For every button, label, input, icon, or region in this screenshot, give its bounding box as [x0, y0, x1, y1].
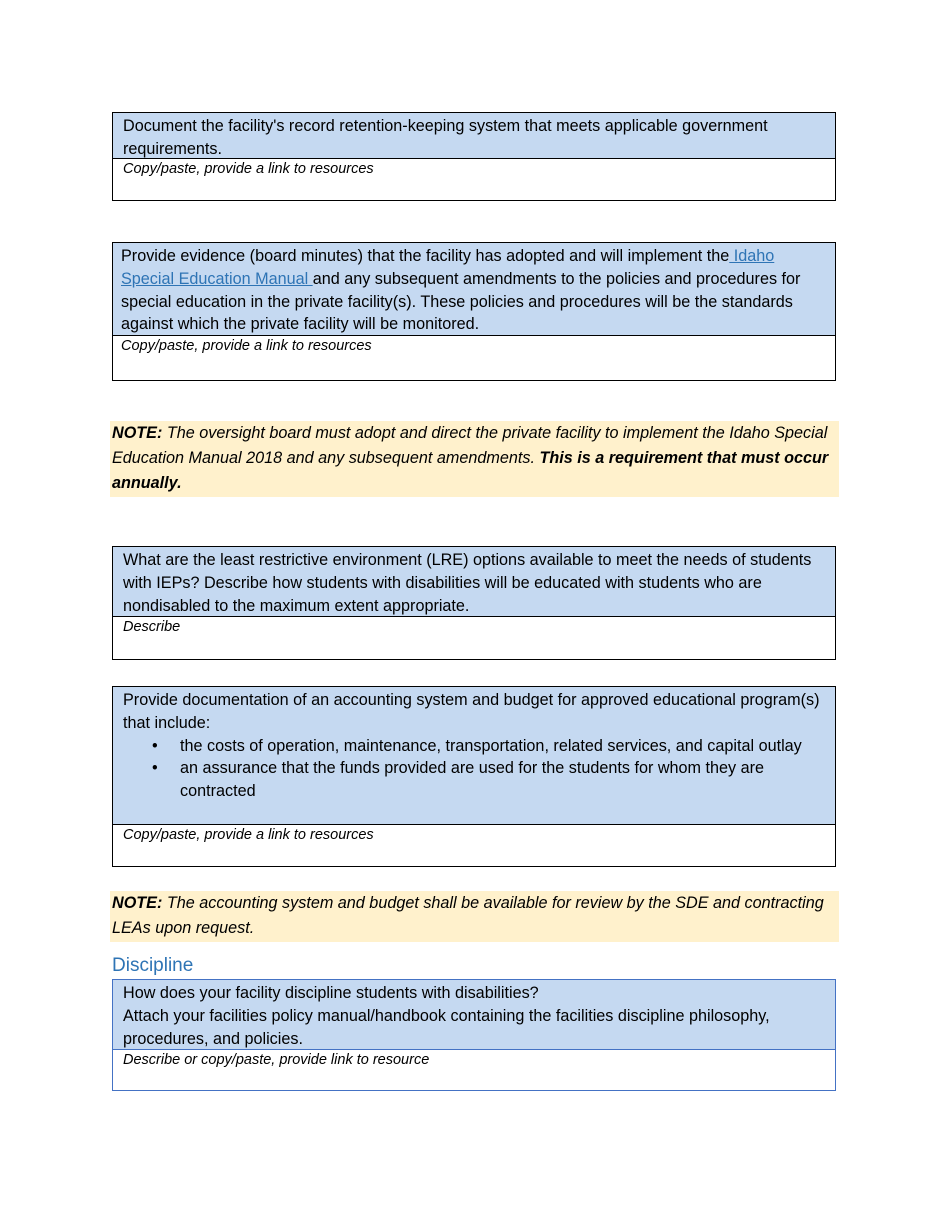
- discipline-answer-field[interactable]: Describe or copy/paste, provide link to resource: [123, 1052, 430, 1068]
- evidence-answer-field[interactable]: Copy/paste, provide a link to resources: [121, 338, 372, 354]
- note-bold-text: This is a requirement that must occur annually.: [112, 449, 829, 492]
- discipline-heading: Discipline: [112, 955, 194, 976]
- accounting-bullet-list: [123, 735, 827, 803]
- bullet-icon: •: [152, 736, 158, 755]
- idaho-manual-link[interactable]: Idaho Special Education Manual: [121, 247, 775, 288]
- retention-table: [112, 112, 836, 201]
- evidence-question-post: and any subsequent amendments to the policies and procedures for special education in the private facility(s). These policies and procedures will be the standards against which the private facility will be monitored.: [121, 269, 801, 334]
- list-item: • the costs of operation, maintenance, transportation, related services, and capital outlay: [180, 735, 827, 758]
- discipline-table: [112, 979, 836, 1091]
- evidence-question-pre: Provide evidence (board minutes) that the facility has adopted and will implement the: [121, 247, 730, 265]
- note-text: The oversight board must adopt and direct the private facility to implement the Idaho Special Education Manual 2018 and any subsequent amendments.: [112, 424, 828, 467]
- accounting-question: [113, 687, 835, 825]
- evidence-question: [113, 243, 835, 336]
- note-label: NOTE:: [112, 424, 163, 442]
- note-oversight: [110, 421, 839, 497]
- discipline-question-line2: Attach your facilities policy manual/handbook containing the facilities discipline philosophy, procedures, and policies.: [123, 1006, 770, 1048]
- note-accounting: [110, 891, 839, 942]
- note-label: NOTE:: [112, 894, 163, 912]
- evidence-table: [112, 242, 836, 381]
- accounting-answer-field[interactable]: Copy/paste, provide a link to resources: [123, 827, 374, 843]
- retention-answer-field[interactable]: Copy/paste, provide a link to resources: [123, 161, 374, 177]
- lre-answer-field[interactable]: Describe: [123, 619, 181, 635]
- discipline-question: [113, 980, 835, 1050]
- discipline-question-line1: How does your facility discipline students with disabilities?: [123, 984, 539, 1002]
- accounting-question-text: Provide documentation of an accounting system and budget for approved educational program(s) that include:: [123, 691, 820, 732]
- lre-question: What are the least restrictive environment (LRE) options available to meet the needs of students with IEPs? Describe how students with disabilities will be educated with students who are nondisabled to the maximum extent appropriate.: [113, 547, 835, 617]
- retention-question: Document the facility's record retention-keeping system that meets applicable government requirements.: [113, 113, 835, 159]
- lre-table: [112, 546, 836, 660]
- list-item: • an assurance that the funds provided are used for the students for whom they are contracted: [152, 759, 764, 801]
- note-text: The accounting system and budget shall be available for review by the SDE and contracting LEAs upon request.: [112, 894, 824, 937]
- bullet-icon: •: [152, 759, 158, 778]
- accounting-table: [112, 686, 836, 867]
